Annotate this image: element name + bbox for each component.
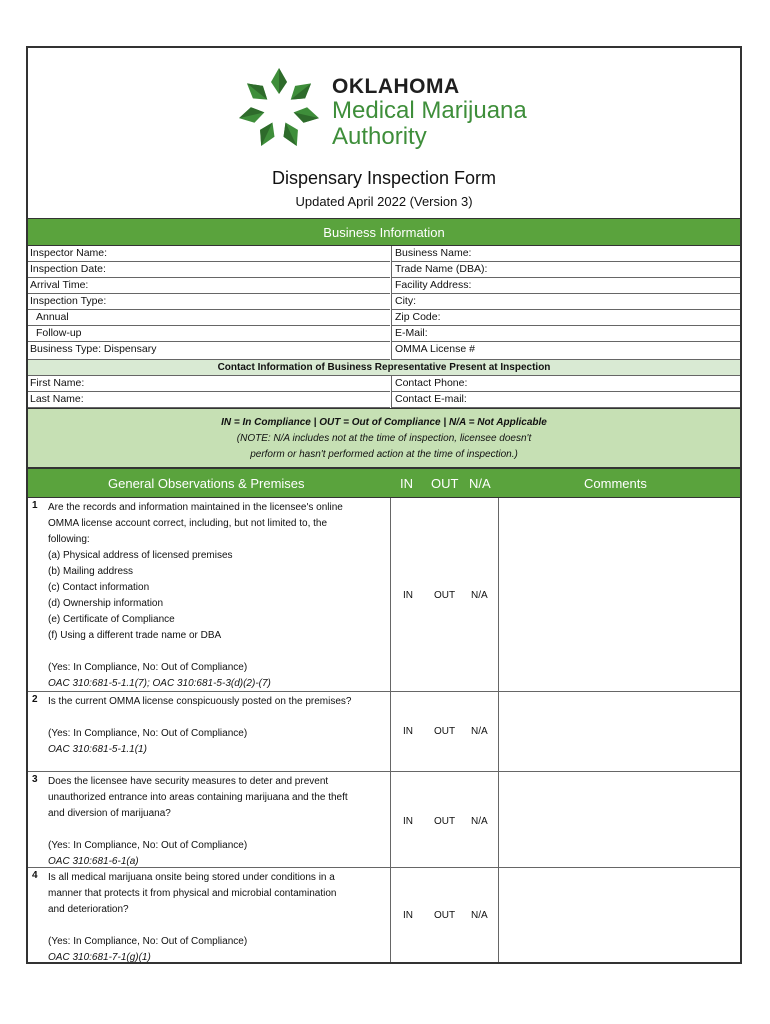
option-in[interactable]: IN: [403, 726, 413, 737]
inspection-date-field[interactable]: Inspection Date:: [28, 262, 390, 278]
question-line: Does the licensee have security measures to deter and prevent: [48, 776, 329, 787]
first-name-field[interactable]: First Name:: [28, 376, 390, 392]
inspection-type-followup-option[interactable]: Follow-up: [28, 326, 390, 342]
option-na[interactable]: N/A: [471, 726, 488, 737]
question-line: following:: [48, 534, 90, 545]
contact-email-field[interactable]: Contact E-mail:: [391, 392, 742, 408]
question-line: (e) Certificate of Compliance: [48, 614, 175, 625]
inspection-type-label: Inspection Type:: [28, 294, 390, 310]
question-line: and diversion of marijuana?: [48, 808, 171, 819]
question-legend: (Yes: In Compliance, No: Out of Compliance): [48, 840, 248, 851]
option-out[interactable]: OUT: [434, 910, 456, 921]
question-citation: OAC 310:681-5-1.1(7); OAC 310:681-5-3(d)(2)-(7): [48, 678, 271, 689]
option-out[interactable]: OUT: [434, 590, 456, 601]
business-information-header: Business Information: [28, 218, 740, 246]
form-title: Dispensary Inspection Form: [271, 168, 497, 188]
column-divider: [390, 498, 391, 962]
question-line: Is the current OMMA license conspicuously posted on the premises?: [48, 696, 352, 707]
question-citation: OAC 310:681-6-1(a): [48, 856, 139, 867]
question-line: and deterioration?: [48, 904, 129, 915]
question-line: (c) Contact information: [48, 582, 150, 593]
contact-information-header: Contact Information of Business Representative Present at Inspection: [28, 360, 740, 376]
option-out[interactable]: OUT: [434, 726, 456, 737]
option-out[interactable]: OUT: [434, 816, 456, 827]
question-legend: (Yes: In Compliance, No: Out of Compliance): [48, 728, 248, 739]
question-text: [48, 774, 384, 870]
question-legend: (Yes: In Compliance, No: Out of Compliance): [48, 662, 248, 673]
col-header-comments: Comments: [584, 476, 647, 491]
question-legend: (Yes: In Compliance, No: Out of Compliance): [48, 936, 248, 947]
question-line: unauthorized entrance into areas containing marijuana and the theft: [48, 792, 348, 803]
option-na[interactable]: N/A: [471, 910, 488, 921]
form-subtitle: Updated April 2022 (Version 3): [295, 194, 473, 209]
observations-header: [28, 468, 740, 498]
question-citation: OAC 310:681-5-1.1(1): [48, 744, 147, 755]
question-line: (b) Mailing address: [48, 566, 134, 577]
question-line: (f) Using a different trade name or DBA: [48, 630, 222, 641]
question-number: 2: [32, 694, 38, 705]
question-text: [48, 500, 384, 692]
logo-line-oklahoma: OKLAHOMA: [332, 75, 460, 98]
option-in[interactable]: IN: [403, 816, 413, 827]
question-citation: OAC 310:681-7-1(g)(1): [48, 952, 151, 963]
observations-heading: General Observations & Premises: [108, 476, 305, 491]
facility-address-field[interactable]: Facility Address:: [391, 278, 742, 294]
question-line: Is all medical marijuana onsite being stored under conditions in a: [48, 872, 335, 883]
option-na[interactable]: N/A: [471, 590, 488, 601]
inspection-form-sheet: [26, 46, 742, 964]
question-line: Are the records and information maintained in the licensee's online: [48, 502, 343, 513]
omma-license-field[interactable]: OMMA License #: [391, 342, 742, 360]
trade-name-field[interactable]: Trade Name (DBA):: [391, 262, 742, 278]
inspector-name-field[interactable]: Inspector Name:: [28, 246, 390, 262]
question-row: [28, 692, 742, 772]
logo-line-medical-marijuana: Medical Marijuana: [332, 97, 527, 124]
business-type-field: Business Type: Dispensary: [28, 342, 390, 360]
question-number: 1: [32, 500, 38, 511]
col-header-na: N/A: [469, 476, 491, 491]
question-line: manner that protects it from physical and microbial contamination: [48, 888, 337, 899]
question-number: 4: [32, 870, 38, 881]
inspection-type-annual-option[interactable]: Annual: [28, 310, 390, 326]
question-text: [48, 694, 384, 758]
contact-phone-field[interactable]: Contact Phone:: [391, 376, 742, 392]
question-number: 3: [32, 774, 38, 785]
city-field[interactable]: City:: [391, 294, 742, 310]
arrival-time-field[interactable]: Arrival Time:: [28, 278, 390, 294]
omma-logo: [234, 64, 564, 154]
zip-code-field[interactable]: Zip Code:: [391, 310, 742, 326]
logo-line-authority: Authority: [332, 123, 427, 150]
last-name-field[interactable]: Last Name:: [28, 392, 390, 408]
question-row: [28, 868, 742, 964]
option-na[interactable]: N/A: [471, 816, 488, 827]
legend-line-3: perform or hasn't performed action at the time of inspection.): [250, 449, 518, 460]
question-line: (a) Physical address of licensed premises: [48, 550, 233, 561]
col-header-in: IN: [400, 476, 413, 491]
col-header-out: OUT: [431, 476, 459, 491]
question-row: [28, 498, 742, 692]
star-leaf-icon: [234, 64, 324, 154]
question-line: OMMA license account correct, including, but not limited to, the: [48, 518, 328, 529]
option-in[interactable]: IN: [403, 910, 413, 921]
compliance-legend: [28, 408, 740, 468]
question-row: [28, 772, 742, 868]
question-text: [48, 870, 384, 964]
email-field[interactable]: E-Mail:: [391, 326, 742, 342]
business-name-field[interactable]: Business Name:: [391, 246, 742, 262]
legend-line-2: (NOTE: N/A includes not at the time of inspection, licensee doesn't: [236, 433, 532, 444]
question-line: (d) Ownership information: [48, 598, 164, 609]
column-divider: [498, 498, 499, 962]
option-in[interactable]: IN: [403, 590, 413, 601]
legend-line-1: IN = In Compliance | OUT = Out of Compliance | N/A = Not Applicable: [221, 417, 547, 428]
